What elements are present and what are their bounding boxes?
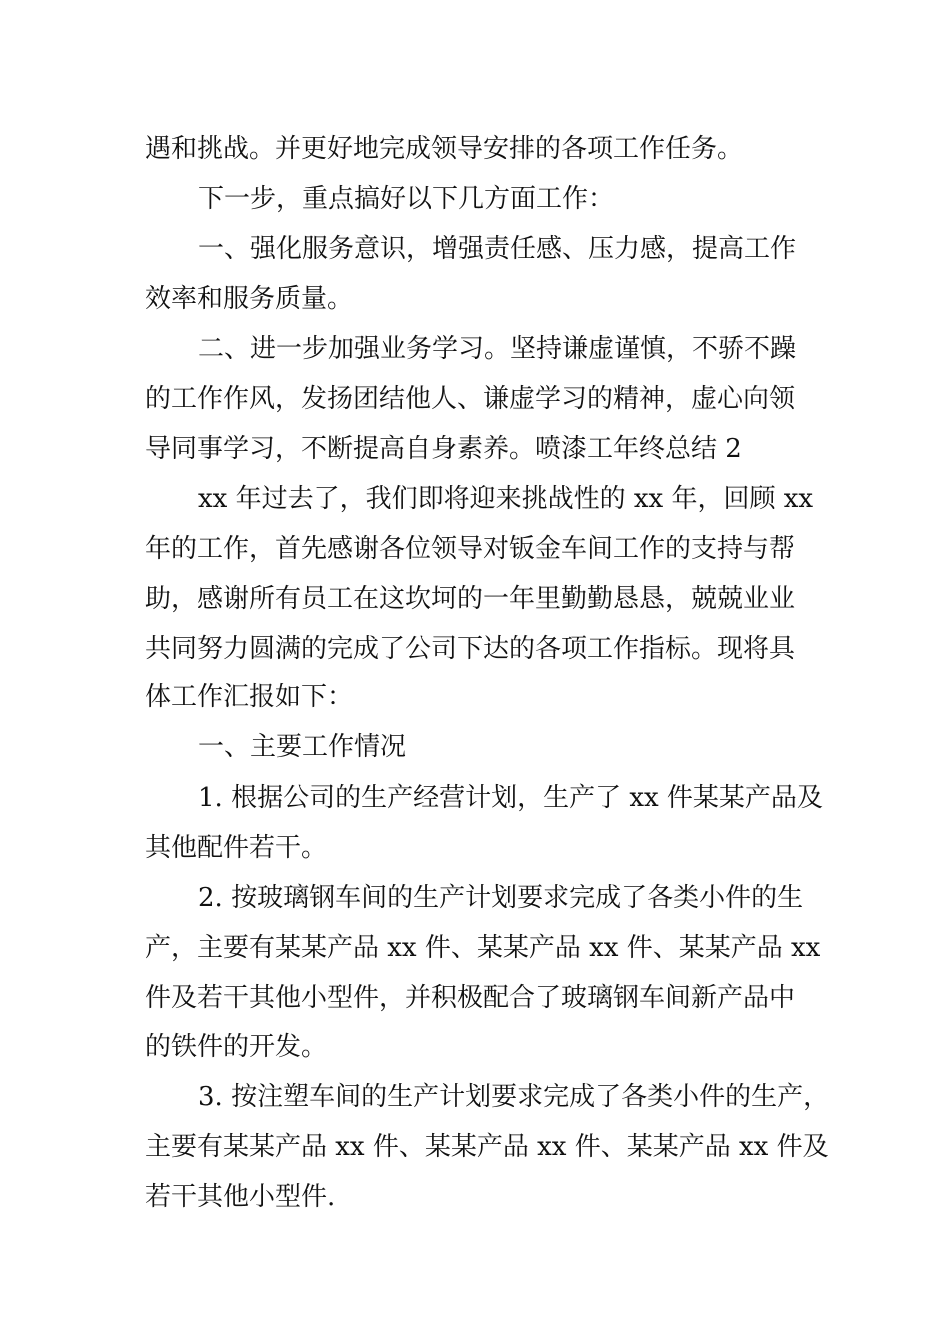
text-line: 其他配件若干。 [145,833,328,863]
text-line: 体工作汇报如下： [145,682,354,712]
text-line: xx 年过去了，我们即将迎来挑战性的 xx 年，回顾 xx [198,484,814,514]
text-line: 若干其他小型件. [145,1182,336,1212]
text-line: 产，主要有某某产品 xx 件、某某产品 xx 件、某某产品 xx [145,933,821,963]
text-line: 导同事学习，不断提高自身素养。喷漆工年终总结 2 [145,434,742,464]
text-line: 下一步，重点搞好以下几方面工作： [198,184,615,214]
text-line: 主要有某某产品 xx 件、某某产品 xx 件、某某产品 xx 件及 [145,1132,829,1162]
text-line: 助，感谢所有员工在这坎坷的一年里勤勤恳恳，兢兢业业 [145,584,796,614]
text-line: 一、强化服务意识，增强责任感、压力感，提高工作 [198,234,797,264]
text-line: 的工作作风，发扬团结他人、谦虚学习的精神，虚心向领 [145,384,796,414]
text-line: 件及若干其他小型件，并积极配合了玻璃钢车间新产品中 [145,983,796,1013]
text-line: 1. 根据公司的生产经营计划，生产了 xx 件某某产品及 [198,783,823,813]
text-line: 2. 按玻璃钢车间的生产计划要求完成了各类小件的生 [198,883,804,913]
text-line: 3. 按注塑车间的生产计划要求完成了各类小件的生产， [198,1082,830,1112]
text-line: 共同努力圆满的完成了公司下达的各项工作指标。现将具 [145,634,796,664]
text-line: 年的工作，首先感谢各位领导对钣金车间工作的支持与帮 [145,534,796,564]
text-line: 遇和挑战。并更好地完成领导安排的各项工作任务。 [145,134,744,164]
text-line: 二、进一步加强业务学习。坚持谦虚谨慎，不骄不躁 [198,334,797,364]
section-heading: 一、主要工作情况 [198,732,407,762]
text-line: 的铁件的开发。 [145,1032,328,1062]
text-line: 效率和服务质量。 [145,284,354,314]
